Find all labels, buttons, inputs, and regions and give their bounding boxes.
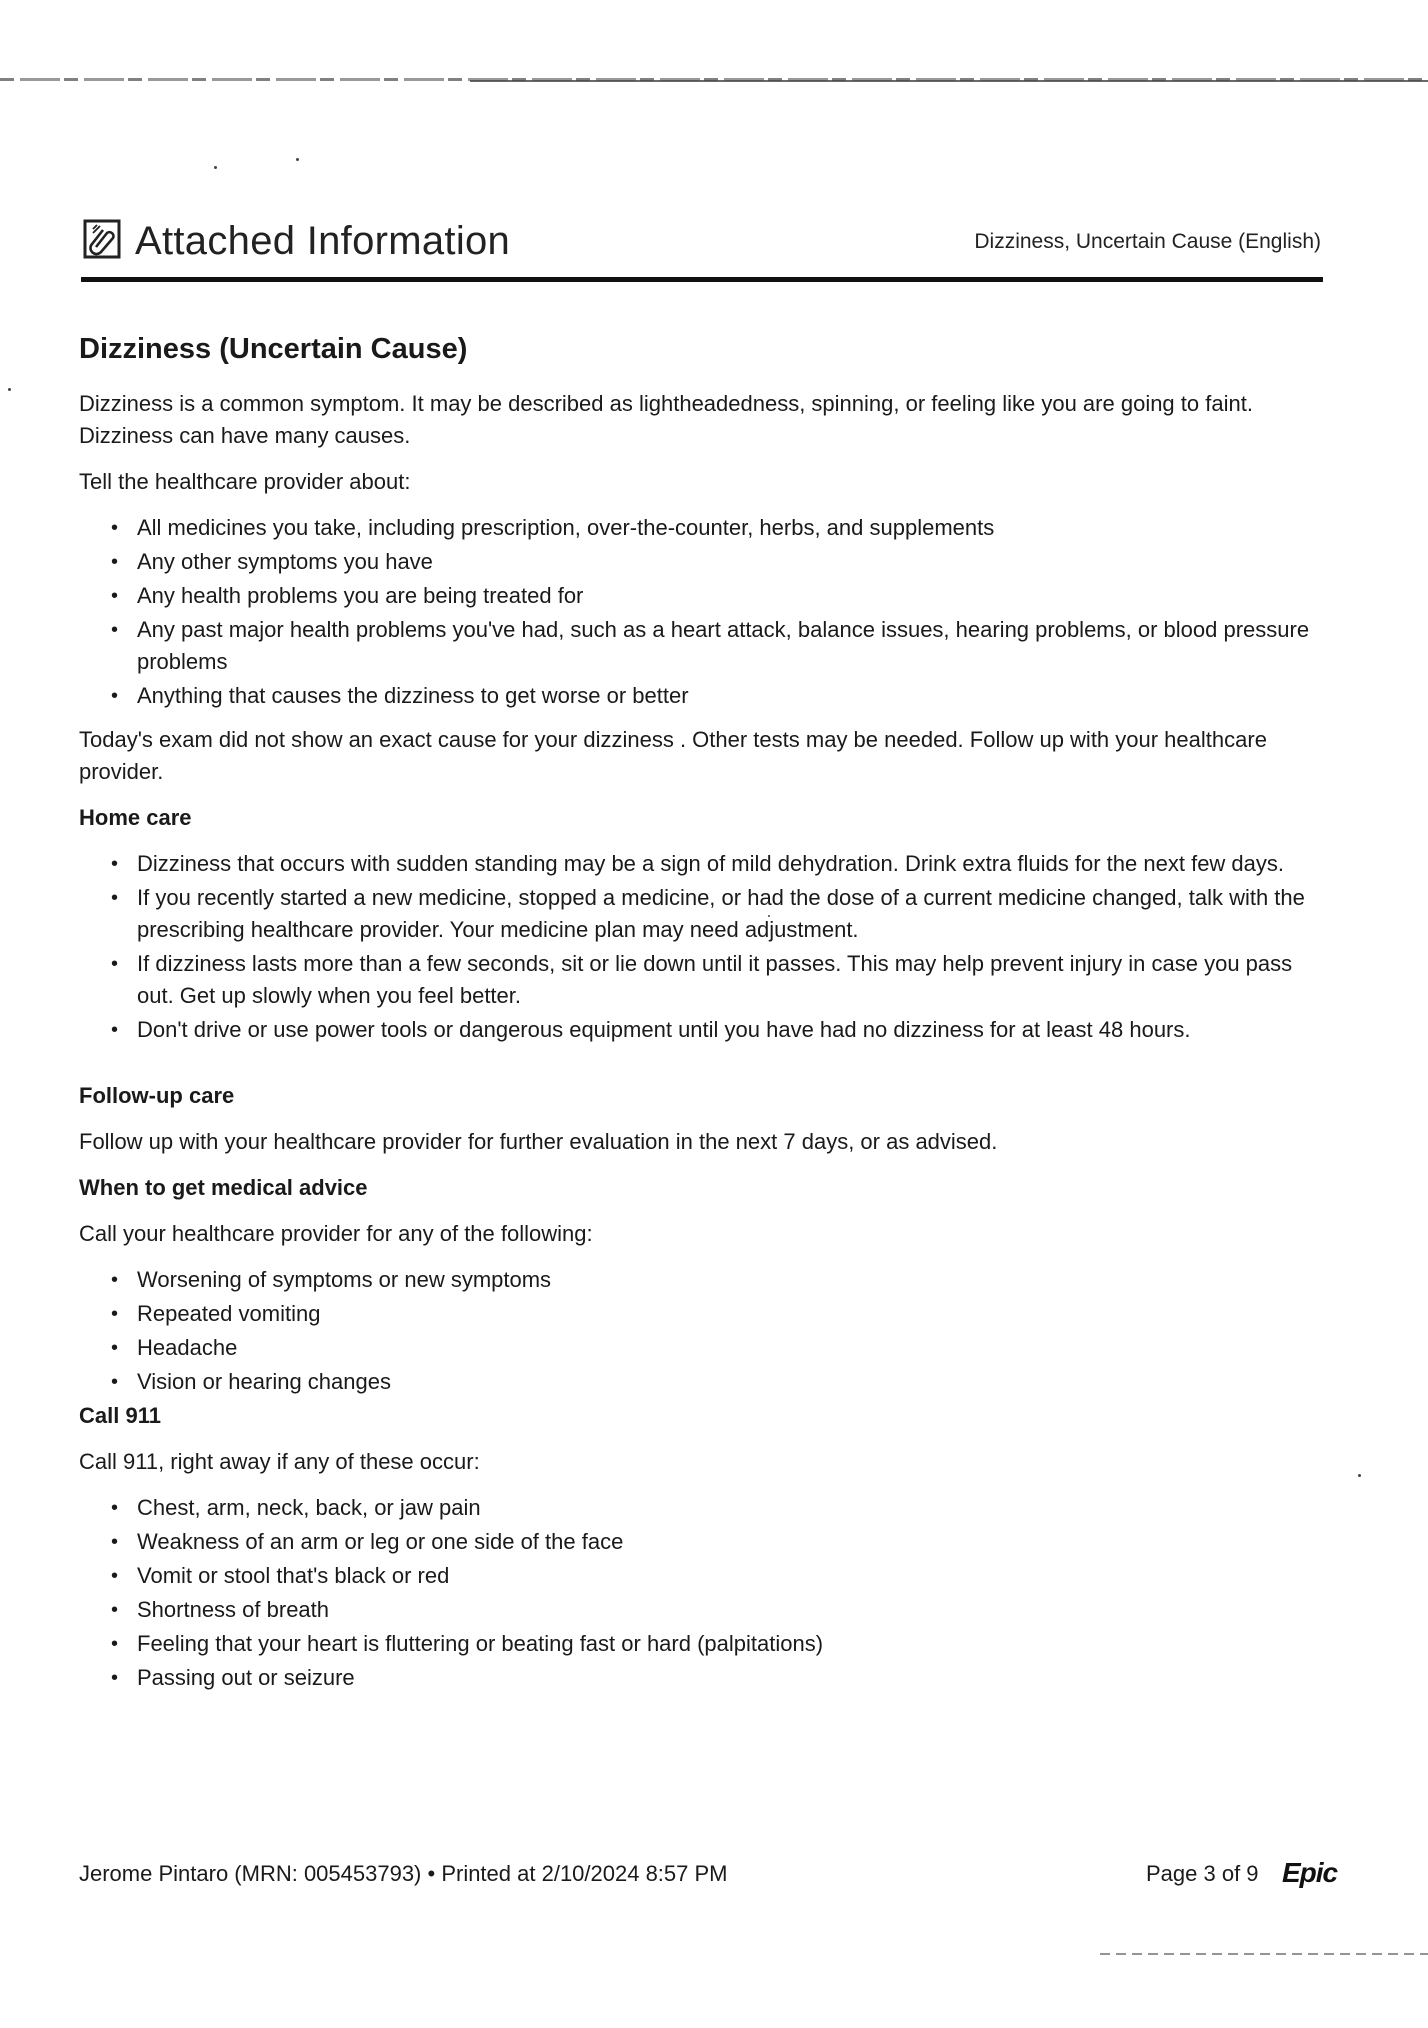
medical-advice-intro: Call your healthcare provider for any of the following: [79, 1221, 593, 1246]
home-care-list [79, 848, 1319, 1046]
list-item: • Worsening of symptoms or new symptoms [79, 1264, 1319, 1296]
scan-speck [296, 158, 299, 161]
follow-up-text: Follow up with your healthcare provider for further evaluation in the next 7 days, or as advised. [79, 1129, 998, 1154]
list-item: • If you recently started a new medicine, stopped a medicine, or had the dose of a current medicine changed, talk with the prescribing healthcare provider. Your medicine plan may need adjustment. [79, 882, 1319, 946]
follow-up-heading: Follow-up care [79, 1083, 235, 1108]
scan-edge-bottom [1100, 1953, 1428, 1955]
footer-page-number: Page 3 of 9 [1146, 1861, 1259, 1886]
scan-edge-top-line [470, 80, 1428, 82]
list-item: • Headache [79, 1332, 1319, 1364]
list-item: • Don't drive or use power tools or dangerous equipment until you have had no dizziness for at least 48 hours. [79, 1014, 1319, 1046]
list-item: • Passing out or seizure [79, 1662, 1319, 1694]
list-item: • Any past major health problems you've had, such as a heart attack, balance issues, hearing problems, or blood pressure problems [79, 614, 1319, 678]
call-911-heading: Call 911 [79, 1403, 161, 1428]
header-topic: Dizziness, Uncertain Cause (English) [974, 230, 1321, 253]
header-title: Attached Information [135, 219, 511, 263]
footer-patient-info: Jerome Pintaro (MRN: 005453793) • Printed at 2/10/2024 8:57 PM [79, 1861, 728, 1886]
scan-speck [8, 388, 11, 391]
attachment-document-icon [83, 219, 121, 259]
list-item: • Any health problems you are being treated for [79, 580, 1319, 612]
list-item: • Shortness of breath [79, 1594, 1319, 1626]
epic-logo: Epic [1282, 1857, 1338, 1888]
medical-advice-heading: When to get medical advice [79, 1175, 368, 1200]
scan-speck [1358, 1474, 1361, 1477]
tell-provider-text: Tell the healthcare provider about: [79, 469, 411, 494]
home-care-heading: Home care [79, 805, 192, 830]
list-item: • If dizziness lasts more than a few seconds, sit or lie down until it passes. This may help prevent injury in case you pass out. Get up slowly when you feel better. [79, 948, 1319, 1012]
list-item: • Feeling that your heart is fluttering or beating fast or hard (palpitations) [79, 1628, 1319, 1660]
exam-note: Today's exam did not show an exact cause for your dizziness . Other tests may be needed. Follow up with your healthcare provider. [79, 727, 1267, 784]
list-item: • Vision or hearing changes [79, 1366, 1319, 1398]
list-item: • Anything that causes the dizziness to get worse or better [79, 680, 1319, 712]
list-item: • Any other symptoms you have [79, 546, 1319, 578]
medical-advice-list [79, 1264, 1319, 1398]
call-911-intro: Call 911, right away if any of these occur: [79, 1449, 480, 1474]
document-title: Dizziness (Uncertain Cause) [79, 333, 468, 365]
list-item: • All medicines you take, including prescription, over-the-counter, herbs, and supplements [79, 512, 1319, 544]
list-item: • Chest, arm, neck, back, or jaw pain [79, 1492, 1319, 1524]
list-item: • Weakness of an arm or leg or one side of the face [79, 1526, 1319, 1558]
list-item: • Dizziness that occurs with sudden standing may be a sign of mild dehydration. Drink extra fluids for the next few days. [79, 848, 1319, 880]
intro-paragraph: Dizziness is a common symptom. It may be described as lightheadedness, spinning, or feeling like you are going to faint. Dizziness can have many causes. [79, 391, 1253, 448]
list-item: • Vomit or stool that's black or red [79, 1560, 1319, 1592]
attached-information-header [81, 215, 1323, 282]
list-item: • Repeated vomiting [79, 1298, 1319, 1330]
call-911-list [79, 1492, 1319, 1694]
document-body [79, 330, 1319, 1706]
scan-speck [214, 166, 217, 169]
tell-provider-list [79, 512, 1319, 712]
